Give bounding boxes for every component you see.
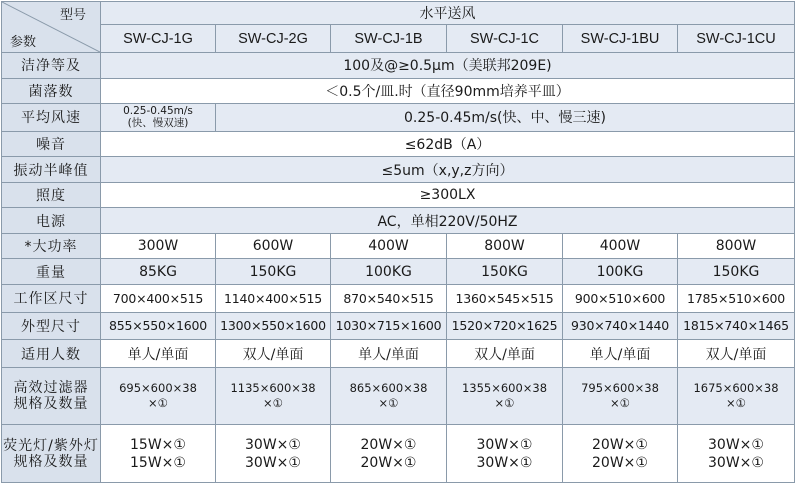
lamp-line: 30W×① [708,454,764,471]
cleanliness-value: 100及@≥0.5μm（美联邦209E) [101,53,795,79]
filter-cell [216,367,331,424]
work-size-cell: 1360×545×515 [447,284,563,312]
row-label: 菌落数 [2,78,101,104]
wind-speed-first-cell [101,104,216,132]
weight-cell: 150KG [447,259,563,285]
corner-bottom-label: 参数 [10,35,37,51]
users-cell: 单人/单面 [563,340,678,368]
filter-label-line1: 高效过滤器 [13,380,89,397]
header-row [2,2,795,25]
filter-label-line2: 规格及数量 [13,396,89,413]
colony-value: ＜0.5个/皿.时（直径90mm培养平皿） [101,78,795,104]
weight-cell: 100KG [331,259,447,285]
filter-cell [101,367,216,424]
noise-row [2,131,795,157]
filter-cell [563,367,678,424]
row-label [2,367,101,424]
spec-table [1,1,795,483]
lamp-cell [563,425,678,483]
filter-cell [331,367,447,424]
max-power-row [2,233,795,259]
filter-size: 1675×600×38 [693,381,779,396]
lamp-line: 30W×① [245,454,301,471]
max-power-cell: 400W [563,233,678,259]
row-label: 振动半峰值 [2,157,101,183]
outer-size-cell: 930×740×1440 [563,312,678,340]
users-cell: 双人/单面 [678,340,795,368]
filter-size: 695×600×38 [119,381,197,396]
vibration-row [2,157,795,183]
outer-size-row [2,312,795,340]
noise-value: ≤62dB（A） [101,131,795,157]
lamp-line: 20W×① [360,454,417,471]
lamp-line: 20W×① [360,436,417,453]
max-power-cell: 800W [678,233,795,259]
power-supply-row [2,208,795,234]
lamp-line: 30W×① [708,436,764,453]
model-cell: SW-CJ-2G [216,25,331,53]
vibration-value: ≤5um（x,y,z方向） [101,157,795,183]
work-size-cell: 870×540×515 [331,284,447,312]
model-cell: SW-CJ-1BU [563,25,678,53]
row-label [2,425,101,483]
lamp-label-line2: 规格及数量 [13,453,89,470]
wind-speed-first-line1: 0.25-0.45m/s [123,105,193,118]
outer-size-cell: 1815×740×1465 [678,312,795,340]
max-power-cell: 400W [331,233,447,259]
outer-size-cell: 1300×550×1600 [216,312,331,340]
row-label: 适用人数 [2,340,101,368]
work-size-cell: 1140×400×515 [216,284,331,312]
wind-speed-first-line2: (快、慢双速) [127,117,189,130]
lamp-line: 20W×① [592,454,648,471]
power-supply-value: AC，单相220V/50HZ [101,208,795,234]
corner-top-label: 型号 [59,8,86,23]
lamp-cell [447,425,563,483]
illumination-row [2,182,795,208]
filter-size: 795×600×38 [581,381,659,396]
row-label: 外型尺寸 [2,312,101,340]
weight-row [2,259,795,285]
lamp-cell [101,425,216,483]
work-area-size-row [2,284,795,312]
filter-count: ×① [726,396,746,411]
filter-count: ×① [263,396,283,411]
row-label: *大功率 [2,233,101,259]
users-cell: 单人/单面 [101,340,216,368]
max-power-cell: 300W [101,233,216,259]
users-cell: 单人/单面 [331,340,447,368]
lamp-line: 30W×① [476,436,533,453]
lamp-label-line1: 荧光灯/紫外灯 [3,437,99,454]
colony-row [2,78,795,104]
outer-size-cell: 855×550×1600 [101,312,216,340]
illumination-value: ≥300LX [101,182,795,208]
weight-cell: 85KG [101,259,216,285]
lamp-cell [216,425,331,483]
row-label: 重量 [2,259,101,285]
work-size-cell: 700×400×515 [101,284,216,312]
lamp-row [2,425,795,483]
lamp-line: 30W×① [245,436,301,453]
wind-speed-row [2,104,795,132]
weight-cell: 150KG [678,259,795,285]
work-size-cell: 900×510×600 [563,284,678,312]
corner-header-cell [2,2,101,53]
lamp-cell [331,425,447,483]
model-row [2,25,795,53]
weight-cell: 150KG [216,259,331,285]
outer-size-cell: 1520×720×1625 [447,312,563,340]
users-cell: 双人/单面 [447,340,563,368]
filter-count: ×① [494,396,515,411]
row-label: 照度 [2,182,101,208]
wind-speed-value: 0.25-0.45m/s(快、中、慢三速) [216,104,795,132]
lamp-line: 15W×① [130,454,186,471]
model-cell: SW-CJ-1C [447,25,563,53]
users-cell: 双人/单面 [216,340,331,368]
users-row [2,340,795,368]
lamp-line: 30W×① [476,454,533,471]
cleanliness-row [2,53,795,79]
filter-count: ×① [610,396,630,411]
row-label: 电源 [2,208,101,234]
work-size-cell: 1785×510×600 [678,284,795,312]
row-label: 工作区尺寸 [2,284,101,312]
filter-cell [447,367,563,424]
row-label: 平均风速 [2,104,101,132]
airflow-type-cell: 水平送风 [101,2,795,25]
lamp-cell [678,425,795,483]
filter-size: 1355×600×38 [461,381,548,396]
max-power-cell: 800W [447,233,563,259]
max-power-cell: 600W [216,233,331,259]
filter-row [2,367,795,424]
filter-cell [678,367,795,424]
filter-size: 1135×600×38 [230,381,316,396]
model-cell: SW-CJ-1CU [678,25,795,53]
model-cell: SW-CJ-1B [331,25,447,53]
model-cell: SW-CJ-1G [101,25,216,53]
weight-cell: 100KG [563,259,678,285]
outer-size-cell: 1030×715×1600 [331,312,447,340]
lamp-line: 15W×① [130,436,186,453]
filter-size: 865×600×38 [349,381,428,396]
lamp-line: 20W×① [592,436,648,453]
row-label: 噪音 [2,131,101,157]
filter-count: ×① [378,396,399,411]
filter-count: ×① [148,396,168,411]
row-label: 洁净等及 [2,53,101,79]
